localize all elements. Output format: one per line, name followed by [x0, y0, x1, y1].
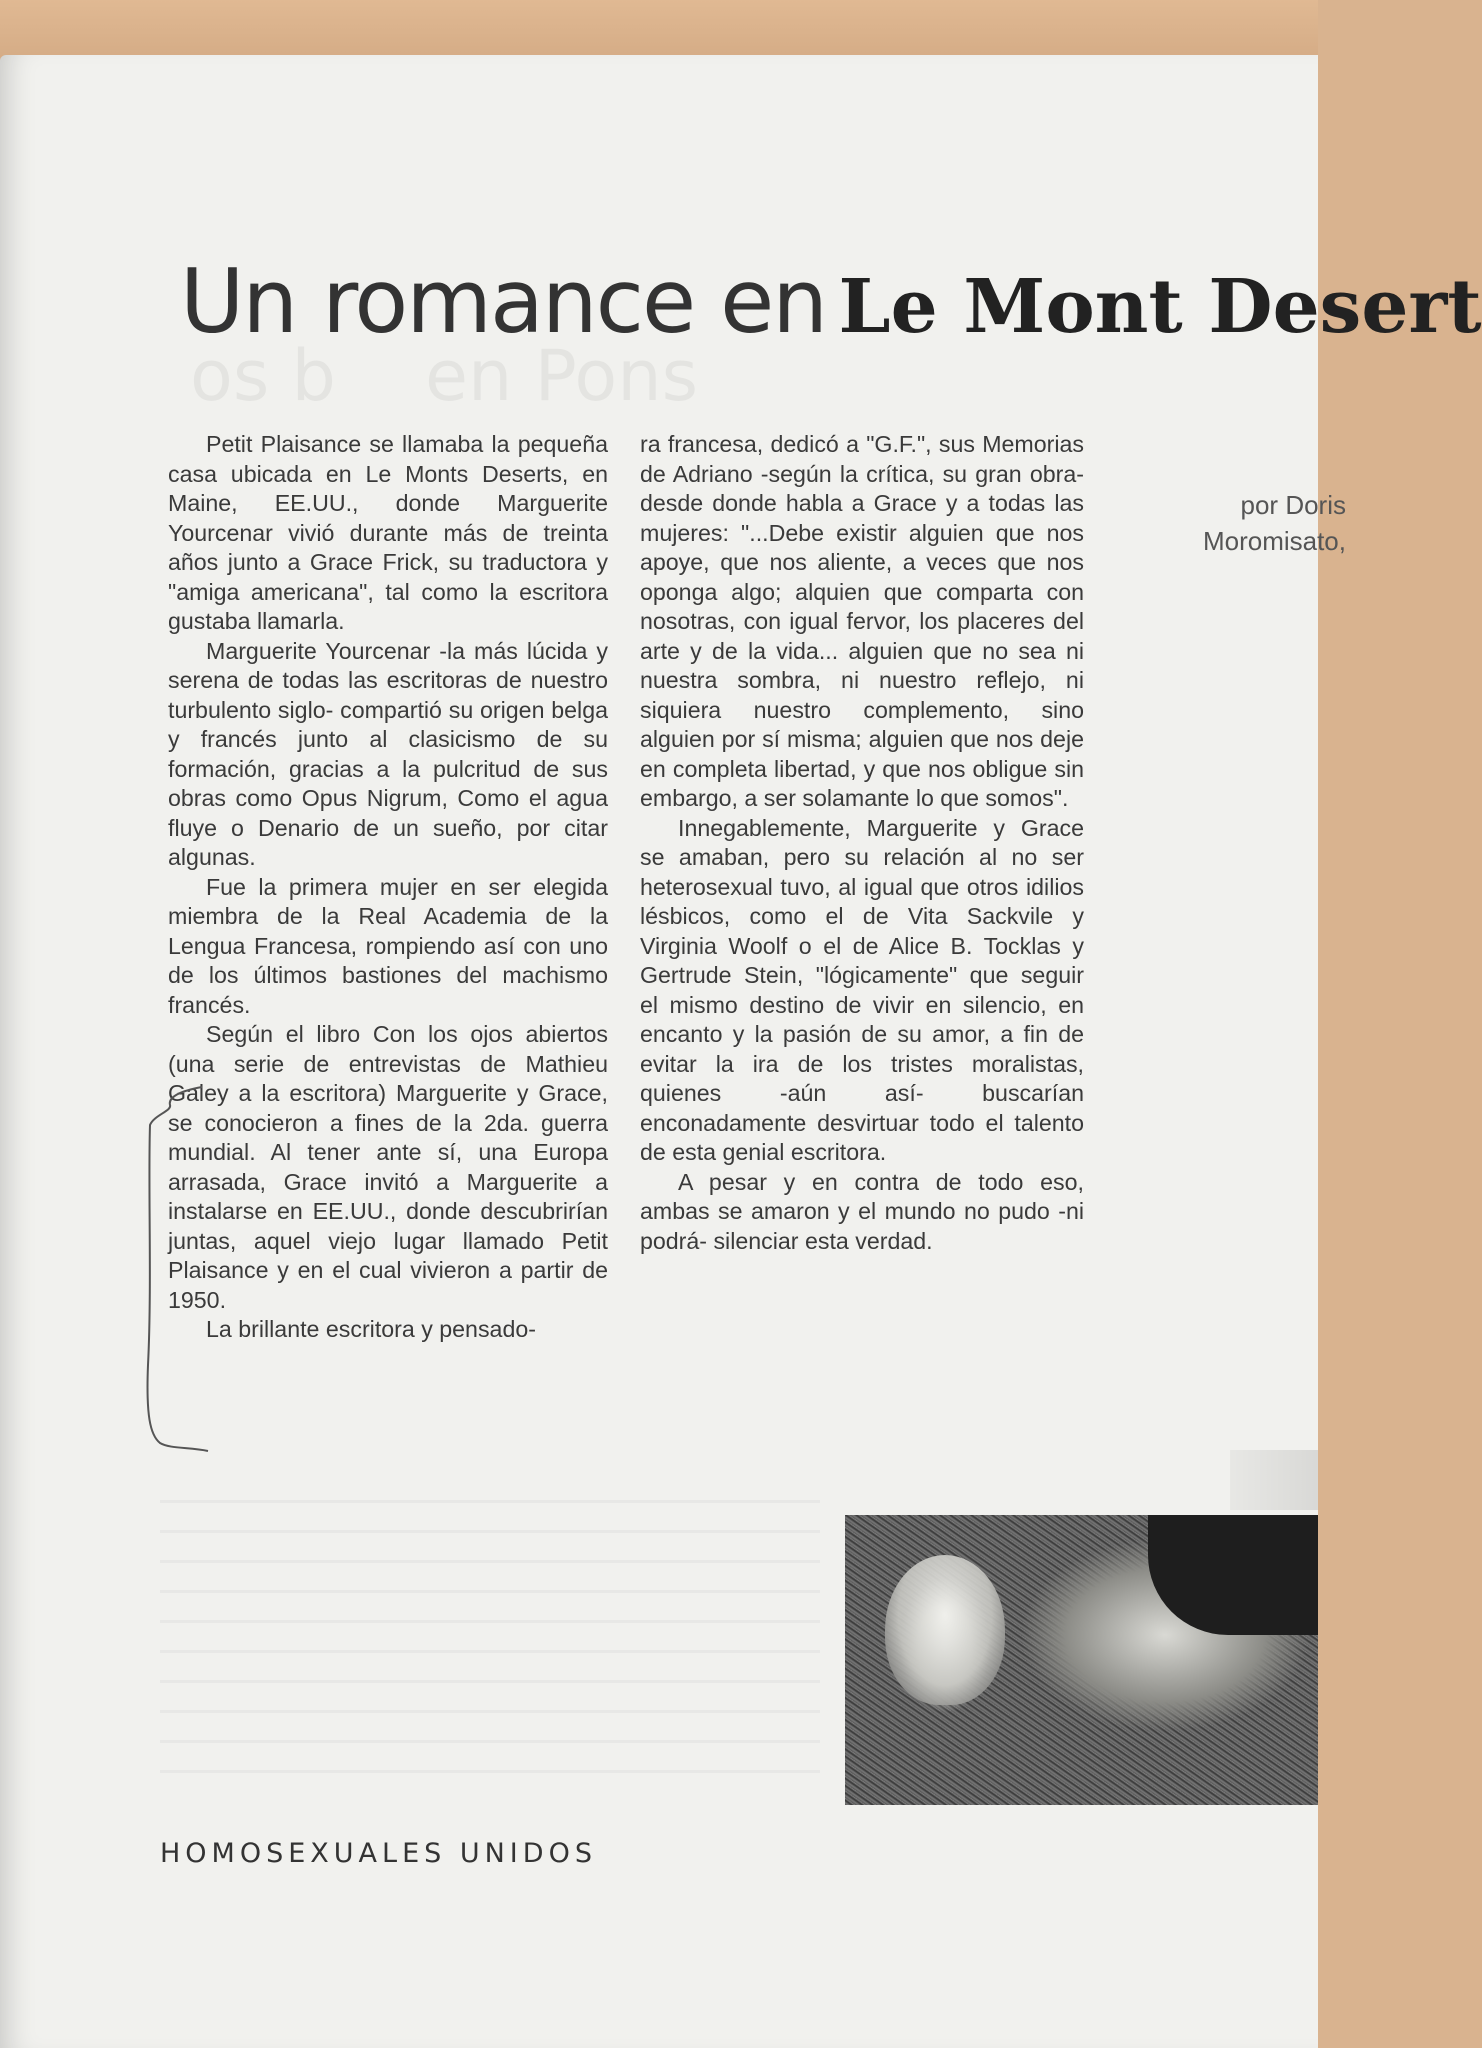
page-footer: HOMOSEXUALES UNIDOS — [160, 1838, 597, 1869]
paragraph: A pesar y en contra de todo eso, ambas se amaron y el mundo no pudo -ni podrá- silenciar esta verdad. — [640, 1168, 1084, 1254]
article-column-1 — [168, 430, 608, 1345]
paragraph: Marguerite Yourcenar -la más lúcida y serena de todas las escritoras de nuestro turbulento siglo- compartió su origen belga y francés junto al clasicismo de su formación, gracias a la pulcritud de sus obras como Opus Nigrum, Como el agua fluye o Denario de un sueño, por citar algunas. — [168, 637, 608, 870]
title-light-part: Un romance en — [180, 250, 827, 353]
paragraph: Fue la primera mujer en ser elegida miembra de la Real Academia de la Lengua Francesa, rompiendo así con uno de los últimos bastiones del machismo francés. — [168, 873, 608, 1018]
bleed-through-text: os b en Pons — [190, 335, 699, 417]
title-bold-part: Le Mont Desert — [838, 264, 1482, 350]
article-title — [180, 250, 1482, 353]
bleed-through-area — [1230, 1450, 1318, 1510]
byline — [1136, 487, 1346, 559]
paragraph: ra francesa, dedicó a "G.F.", sus Memorias de Adriano -según la crítica, su gran obra- desde donde habla a Grace y a todas las mujeres: "...Debe existir alguien que nos apoye, que nos aliente, a veces que nos oponga algo; alquien que comparta con nosotras, con igual fervor, los placeres del arte y de la vida... alguien que no sea ni nuestra sombra, ni nuestro reflejo, ni siquiera nuestro complemento, sino alguien por sí misma; alguien que nos deje en completa libertad, y que nos obligue sin embargo, a ser solamante lo que somos". — [640, 431, 1084, 811]
photo-face — [885, 1555, 1005, 1705]
article-column-2 — [640, 430, 1084, 1256]
byline-line-2: Moromisato, — [1202, 526, 1346, 556]
paragraph: Petit Plaisance se llamaba la pequeña casa ubicada en Le Monts Deserts, en Maine, EE.UU., donde Marguerite Yourcenar vivió durante más de treinta años junto a Grace Frick, su traductora y "amiga americana", tal como la escritora gustaba llamarla. — [168, 431, 608, 634]
bleed-through-area — [160, 1500, 820, 1800]
paragraph: Innegablemente, Marguerite y Grace se amaban, pero su relación al no ser heterosexual tuvo, al igual que otros idilios lésbicos, como el de Vita Sackvile y Virginia Woolf o el de Alice B. Tocklas y Gertrude Stein, "lógicamente" que seguir el mismo destino de vivir en silencio, en encanto y la pasión de su amor, a fin de evitar la ira de los tristes moralistas, quienes -aún así- buscarían enconadamente desvirtuar todo el talento de esta genial escritora. — [640, 814, 1084, 1165]
paragraph: La brillante escritora y pensado- — [206, 1316, 536, 1342]
background-surface — [0, 0, 1318, 58]
photo-shadow — [1148, 1515, 1318, 1635]
byline-line-1: por Doris — [1240, 490, 1346, 520]
article-photo — [845, 1515, 1318, 1805]
paragraph: Según el libro Con los ojos abiertos (una serie de entrevistas de Mathieu Galey a la escritora) Marguerite y Grace, se conocieron a fines de la 2da. guerra mundial. Al tener ante sí, una Europa arrasada, Grace invitó a Marguerite a instalarse en EE.UU., donde descubrirían juntas, aquel viejo lugar llamado Petit Plaisance y en el cual vivieron a partir de 1950. — [168, 1021, 608, 1313]
